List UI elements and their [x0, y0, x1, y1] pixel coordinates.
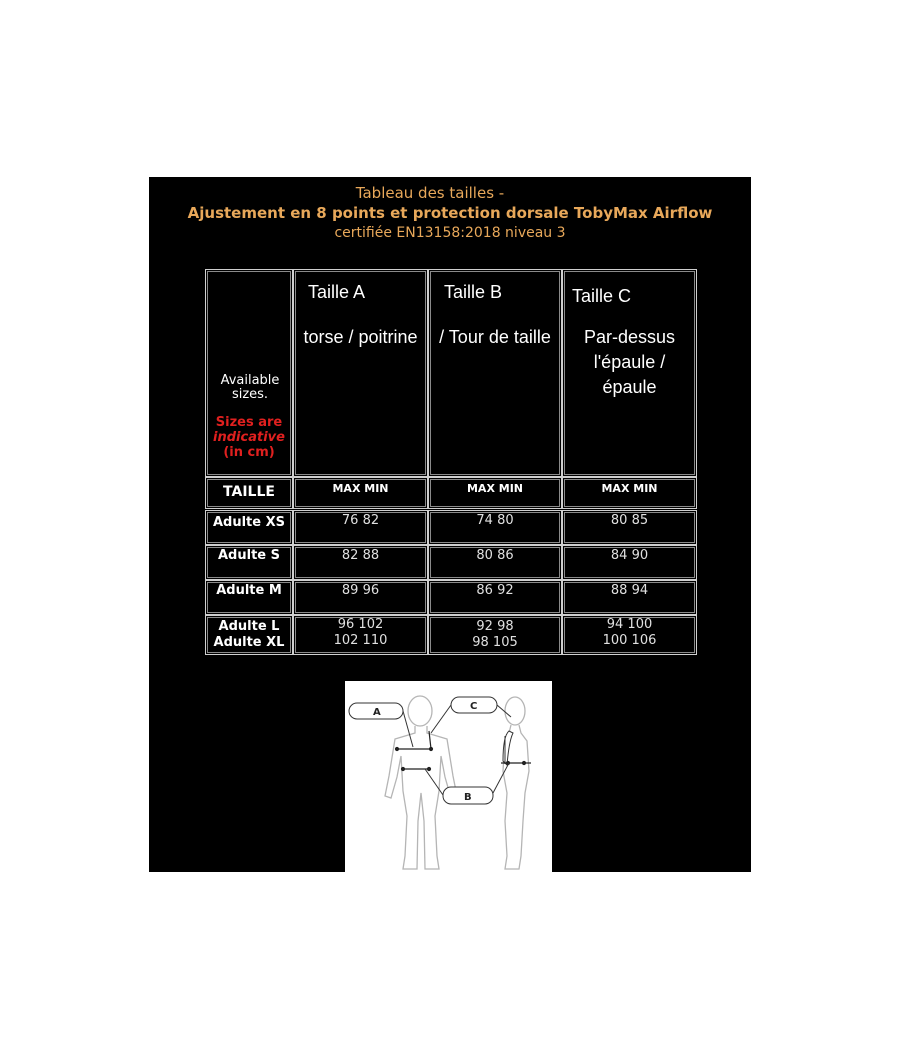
maxmin-c-cell — [562, 477, 697, 509]
value-a: 76 82 — [341, 513, 380, 528]
maxmin-c: MAX MIN — [601, 482, 658, 495]
taille-c-title: Taille C — [572, 286, 632, 306]
chart-title — [149, 183, 751, 243]
table-row-label — [205, 580, 293, 615]
value-b-2: 98 105 — [472, 635, 518, 650]
header-taille-c — [562, 269, 697, 477]
table-cell — [428, 615, 562, 655]
value-c: 88 94 — [610, 583, 649, 598]
value-b: 92 98 — [476, 619, 514, 634]
value-b: 80 86 — [476, 548, 514, 563]
table-cell — [562, 580, 697, 615]
header-taille-a — [293, 269, 428, 477]
indicative-line-2: indicative — [213, 430, 285, 445]
value-a-2: 102 110 — [333, 633, 388, 648]
maxmin-a: MAX MIN — [332, 482, 389, 495]
body-diagram — [345, 681, 552, 873]
table-cell — [293, 545, 428, 580]
table-cell — [428, 545, 562, 580]
front-head — [408, 696, 432, 726]
row-label-2: Adulte XL — [213, 635, 285, 650]
value-a: 82 88 — [341, 548, 380, 563]
indicative-line-1: Sizes are — [215, 415, 283, 430]
taille-label-cell — [205, 477, 293, 509]
table-row-label — [205, 510, 293, 545]
side-head — [505, 697, 525, 725]
taille-a-sub: torse / poitrine — [303, 327, 418, 347]
taille-c-sub-3: épaule — [602, 377, 657, 397]
available-sizes-text: Available sizes. — [220, 373, 280, 402]
table-row-label — [205, 615, 293, 655]
title-line-2: Ajustement en 8 points et protection dorsale TobyMax Airflow — [187, 204, 713, 222]
table-row-label — [205, 545, 293, 580]
table-cell — [428, 510, 562, 545]
table-cell — [562, 545, 697, 580]
row-label: Adulte M — [216, 583, 282, 598]
taille-b-title: Taille B — [444, 282, 503, 302]
maxmin-b-cell — [428, 477, 562, 509]
value-a: 96 102 — [337, 617, 384, 632]
title-line-1: Tableau des tailles - — [355, 184, 505, 202]
taille-c-sub-2: l'épaule / — [593, 352, 666, 372]
maxmin-a-cell — [293, 477, 428, 509]
table-cell — [293, 510, 428, 545]
taille-label: TAILLE — [223, 484, 275, 500]
taille-a-title: Taille A — [308, 282, 366, 302]
title-line-3: certifiée EN13158:2018 niveau 3 — [334, 225, 566, 241]
callout-b-label: B — [464, 792, 472, 803]
table-cell — [428, 580, 562, 615]
value-b: 86 92 — [476, 583, 514, 598]
row-label: Adulte XS — [212, 515, 286, 530]
maxmin-b: MAX MIN — [466, 482, 523, 495]
measurement-figure — [345, 681, 552, 873]
table-cell — [293, 615, 428, 655]
table-cell — [562, 615, 697, 655]
header-available-cell — [205, 269, 293, 477]
row-label: Adulte L — [218, 619, 280, 634]
value-c-2: 100 106 — [602, 633, 657, 648]
table-cell — [562, 510, 697, 545]
value-c: 84 90 — [610, 548, 649, 563]
value-c: 80 85 — [610, 513, 649, 528]
row-label: Adulte S — [218, 548, 280, 563]
table-cell — [293, 580, 428, 615]
value-a: 89 96 — [341, 583, 380, 598]
indicative-line-3: (in cm) — [223, 445, 275, 460]
callout-c-label: C — [470, 701, 478, 712]
taille-c-sub-1: Par-dessus — [583, 327, 676, 347]
value-c: 94 100 — [606, 617, 653, 632]
taille-b-sub: / Tour de taille — [439, 327, 551, 347]
header-taille-b — [428, 269, 562, 477]
callout-a-label: A — [373, 707, 381, 718]
value-b: 74 80 — [476, 513, 514, 528]
